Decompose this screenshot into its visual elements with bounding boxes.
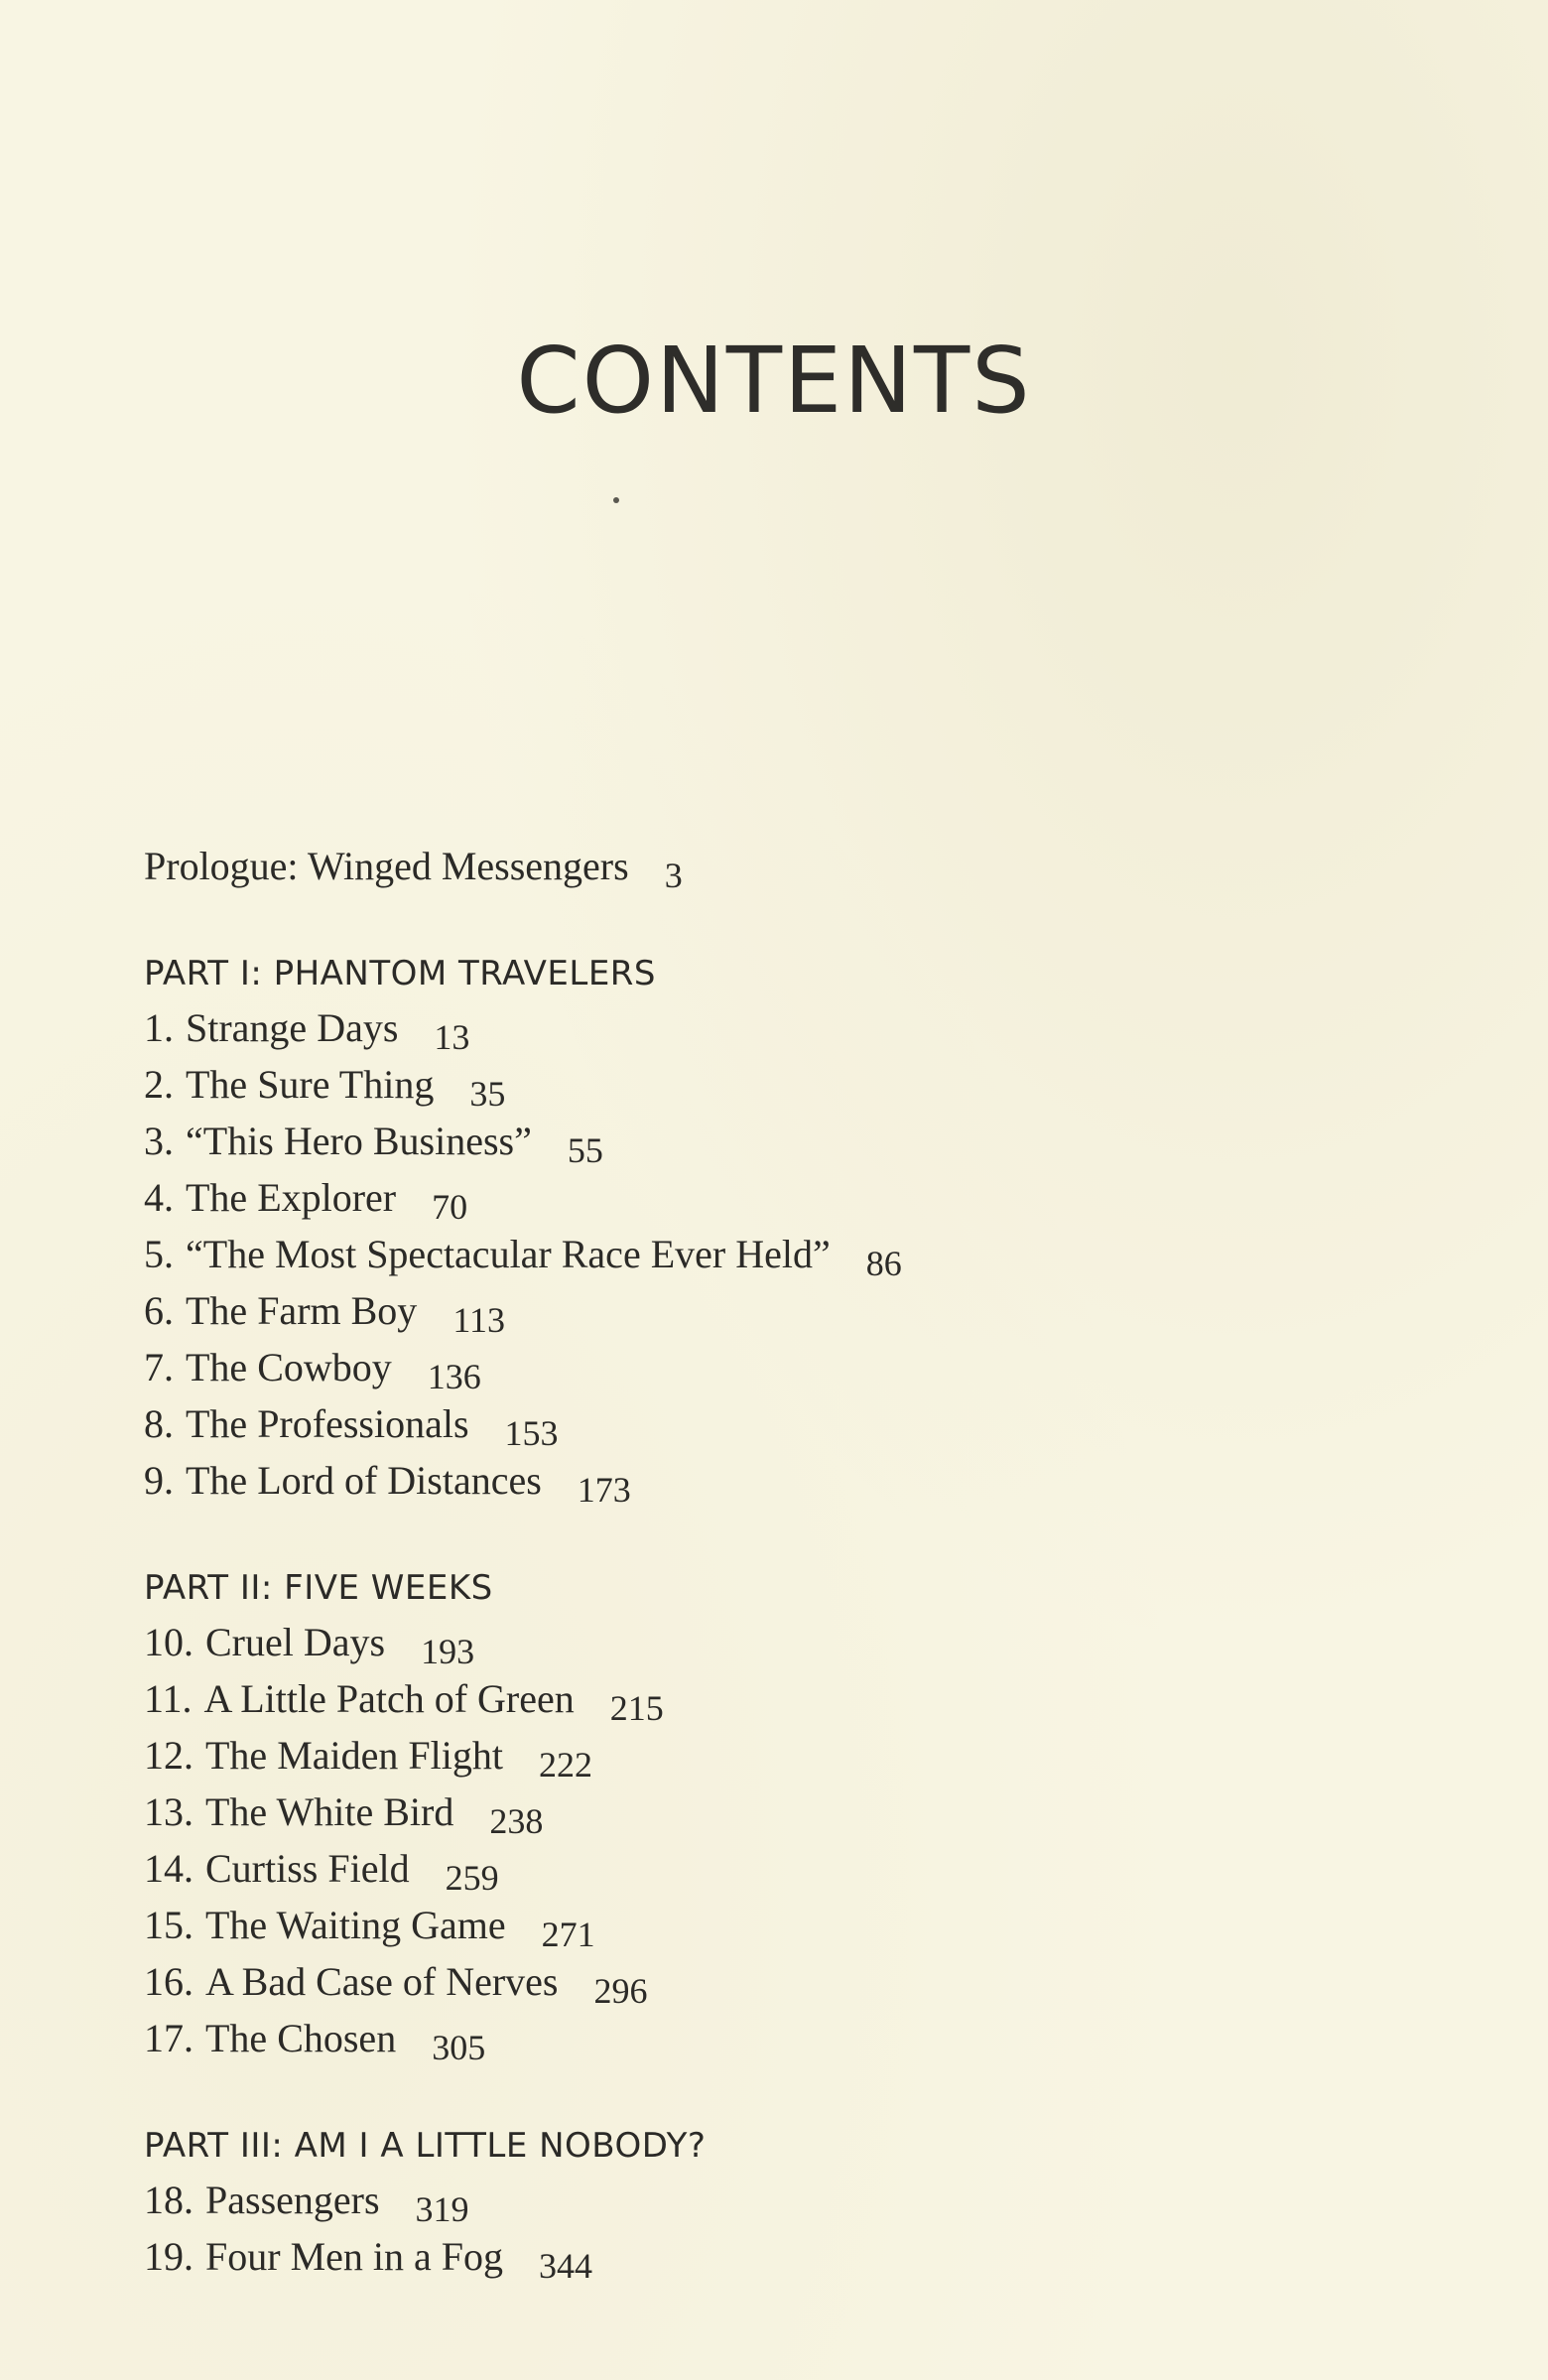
toc-entry [144,1671,1434,1728]
toc-entry [144,1283,1434,1340]
toc-entry [144,1954,1434,2011]
chapter-page: 238 [489,1801,544,1841]
toc-entry [144,1728,1434,1785]
toc-prologue [144,839,1434,895]
chapter-number: 10. [144,1620,194,1664]
chapter-title: Strange Days [186,1005,399,1050]
toc-entry [144,1227,1434,1283]
chapter-title: A Bad Case of Nerves [205,1959,559,2004]
chapter-title: The Chosen [205,2016,397,2060]
chapter-page: 153 [504,1413,559,1453]
chapter-page: 344 [539,2246,592,2286]
toc-entry [144,1340,1434,1396]
part-3 [144,2119,1434,2286]
chapter-number: 17. [144,2016,194,2060]
prologue-page: 3 [664,856,683,895]
chapter-title: The Farm Boy [186,1288,418,1333]
chapter-number: 3. [144,1119,174,1163]
part-heading: PART I: PHANTOM TRAVELERS [144,954,657,993]
chapter-title: The Waiting Game [205,1903,506,1947]
chapter-page: 271 [541,1915,595,1954]
toc-entry [144,1057,1434,1114]
chapter-number: 7. [144,1345,174,1389]
table-of-contents [144,839,1434,2286]
part-heading: PART III: AM I A LITTLE NOBODY? [144,2126,707,2166]
chapter-title: A Little Patch of Green [203,1676,575,1721]
chapter-page: 35 [469,1074,506,1114]
chapter-page: 70 [432,1187,468,1227]
toc-entry [144,2011,1434,2067]
toc-entry [144,1453,1434,1510]
toc-entry [144,1898,1434,1954]
chapter-number: 15. [144,1903,194,1947]
prologue-title: Prologue: Winged Messengers [144,844,629,888]
toc-entry [144,1170,1434,1227]
toc-entry [144,2173,1434,2229]
chapter-title: “The Most Spectacular Race Ever Held” [186,1232,831,1276]
chapter-number: 12. [144,1733,194,1778]
chapter-number: 4. [144,1175,174,1220]
chapter-number: 6. [144,1288,174,1333]
page-title: CONTENTS [516,328,1032,434]
ornament-dot [613,497,619,503]
chapter-title: Four Men in a Fog [205,2234,503,2279]
chapter-number: 1. [144,1005,174,1050]
part-2 [144,1561,1434,2067]
toc-entry [144,2229,1434,2286]
chapter-page: 222 [538,1745,592,1785]
toc-entry [144,1841,1434,1898]
chapter-number: 18. [144,2178,194,2222]
chapter-title: The Professionals [186,1401,469,1446]
part-1 [144,947,1434,1510]
show-through-text [1052,179,1429,854]
chapter-number: 9. [144,1458,174,1503]
chapter-title: Cruel Days [205,1620,386,1664]
chapter-title: The White Bird [205,1789,454,1834]
chapter-number: 8. [144,1401,174,1446]
chapter-page: 296 [593,1971,648,2011]
chapter-page: 305 [432,2028,486,2067]
chapter-title: The Cowboy [186,1345,392,1389]
chapter-number: 13. [144,1789,194,1834]
chapter-page: 113 [452,1300,505,1340]
toc-entry [144,1000,1434,1057]
part-heading: PART II: FIVE WEEKS [144,1568,493,1608]
chapter-page: 215 [609,1688,664,1728]
chapter-number: 14. [144,1846,194,1891]
chapter-number: 11. [144,1676,193,1721]
chapter-page: 86 [865,1244,902,1283]
chapter-number: 19. [144,2234,194,2279]
toc-entry [144,1396,1434,1453]
chapter-title: The Maiden Flight [205,1733,503,1778]
chapter-title: “This Hero Business” [186,1119,532,1163]
chapter-page: 13 [434,1017,470,1057]
chapter-title: The Sure Thing [186,1062,435,1107]
chapter-page: 55 [567,1130,603,1170]
chapter-page: 173 [577,1470,631,1510]
chapter-title: The Lord of Distances [186,1458,542,1503]
chapter-page: 319 [415,2189,469,2229]
chapter-number: 2. [144,1062,174,1107]
chapter-page: 193 [421,1632,475,1671]
chapter-title: Passengers [205,2178,380,2222]
toc-entry [144,1615,1434,1671]
chapter-page: 136 [427,1357,481,1396]
chapter-number: 16. [144,1959,194,2004]
toc-entry [144,1785,1434,1841]
chapter-title: The Explorer [186,1175,397,1220]
chapter-page: 259 [445,1858,499,1898]
toc-entry [144,1114,1434,1170]
chapter-number: 5. [144,1232,174,1276]
chapter-title: Curtiss Field [205,1846,410,1891]
